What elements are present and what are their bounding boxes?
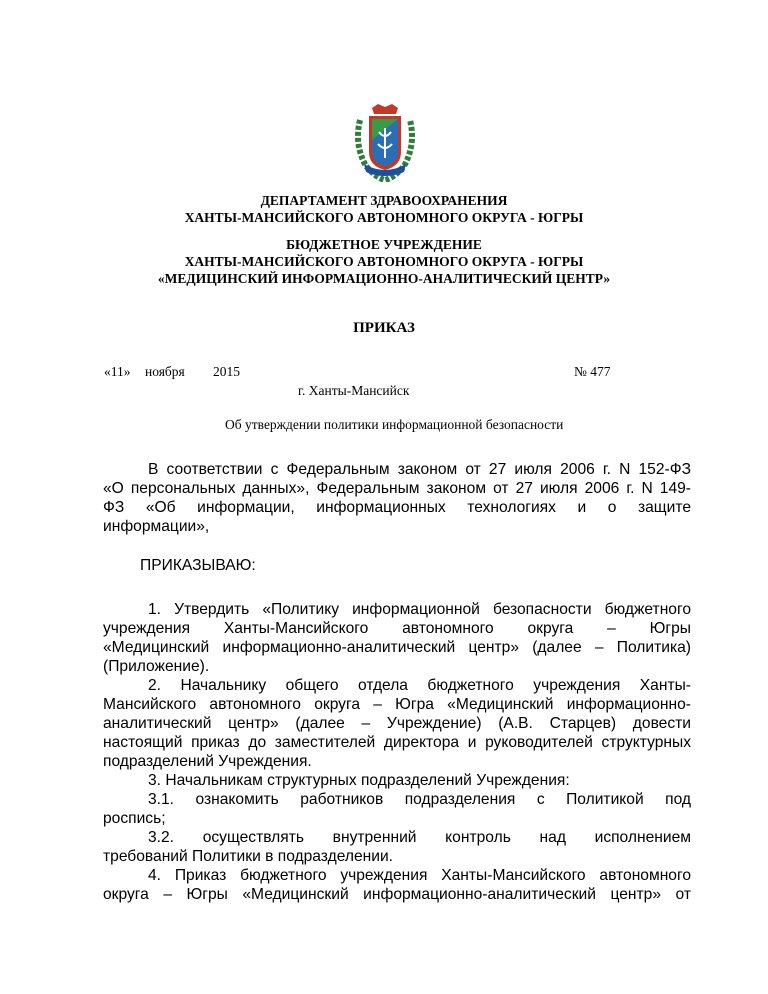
order-number: № 477 (574, 364, 611, 379)
date-year: 2015 (213, 364, 240, 379)
order-items (103, 600, 691, 904)
text-line: подразделений Учреждения. (103, 753, 312, 770)
department-line: ХАНТЫ-МАНСИЙСКОГО АВТОНОМНОГО ОКРУГА - ЮГРЫ (184, 210, 584, 225)
text-line: Мансийского автономного округа – Югра «Медицинский информационно- (103, 696, 691, 713)
order-subject: Об утверждении политики информационной безопасности (225, 417, 564, 432)
text-line: учреждения Ханты-Мансийского автономного округа – Югры (103, 620, 691, 637)
order-word: ПРИКАЗЫВАЮ: (140, 557, 256, 574)
organization-line: ХАНТЫ-МАНСИЙСКОГО АВТОНОМНОГО ОКРУГА - ЮГРЫ (184, 254, 584, 269)
text-line: округа – Югры «Медицинский информационно-аналитический центр» от (103, 886, 691, 903)
text-line: 1. Утвердить «Политику информационной безопасности бюджетного (148, 601, 691, 618)
text-line: В соответствии с Федеральным законом от 27 июля 2006 г. N 152-ФЗ (148, 461, 691, 478)
paragraph (103, 676, 691, 771)
text-line: 4. Приказ бюджетного учреждения Ханты-Мансийского автономного (148, 867, 691, 884)
text-line: роспись; (103, 810, 166, 827)
text-line: 3.1. ознакомить работников подразделения с Политикой под (148, 791, 691, 808)
coat-of-arms-icon (352, 100, 418, 182)
organization-name (0, 236, 768, 287)
text-line: «О персональных данных», Федеральным законом от 27 июля 2006 г. N 149- (103, 480, 691, 497)
text-line: «Медицинский информационно-аналитический центр» (далее – Политика) (103, 639, 691, 656)
paragraph (103, 771, 691, 790)
department-line: ДЕПАРТАМЕНТ ЗДРАВООХРАНЕНИЯ (260, 193, 508, 208)
text-line: информации», (103, 518, 210, 535)
paragraph (103, 460, 691, 536)
text-line: требований Политики в подразделении. (103, 848, 393, 865)
paragraph (103, 866, 691, 904)
paragraph (103, 828, 691, 866)
organization-line: «МЕДИЦИНСКИЙ ИНФОРМАЦИОННО-АНАЛИТИЧЕСКИЙ ЦЕНТР» (157, 271, 611, 286)
text-line: ФЗ «Об информации, информационных технологиях и о защите (103, 499, 691, 516)
document-type: ПРИКАЗ (353, 320, 415, 336)
date-day: «11» (104, 364, 131, 379)
paragraph (103, 600, 691, 676)
text-line: аналитический центр» (далее – Учреждение) (А.В. Старцев) довести (103, 715, 691, 732)
text-line: 3.2. осуществлять внутренний контроль над исполнением (148, 829, 691, 846)
paragraph (103, 790, 691, 828)
city: г. Ханты-Мансийск (298, 383, 410, 398)
department-name (0, 192, 768, 226)
preamble (103, 460, 691, 536)
text-line: 3. Начальникам структурных подразделений Учреждения: (148, 772, 570, 789)
text-line: 2. Начальнику общего отдела бюджетного учреждения Ханты- (148, 677, 691, 694)
organization-line: БЮДЖЕТНОЕ УЧРЕЖДЕНИЕ (286, 237, 482, 252)
text-line: настоящий приказ до заместителей директора и руководителей структурных (103, 734, 691, 751)
date-month: ноября (145, 364, 185, 379)
text-line: (Приложение). (103, 658, 210, 675)
